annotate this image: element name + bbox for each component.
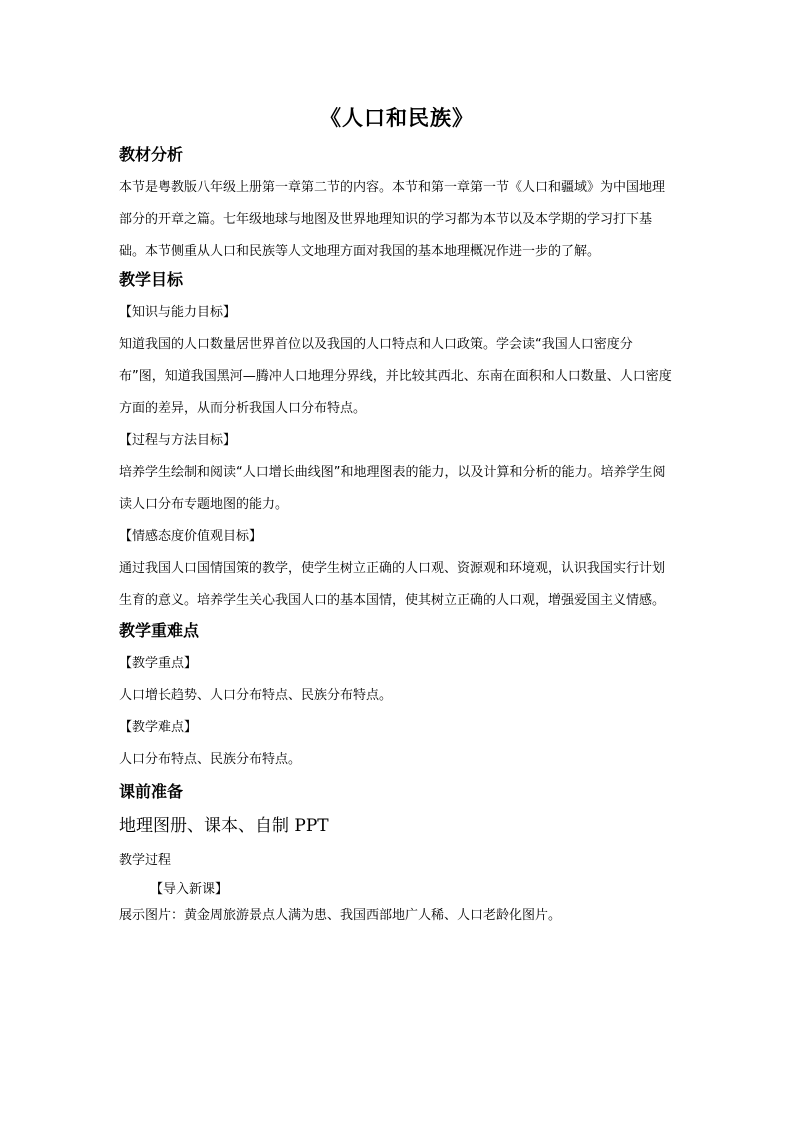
focus-label: 【教学重点】 bbox=[119, 656, 198, 671]
document-body bbox=[119, 145, 677, 929]
difficulty-label: 【教学难点】 bbox=[119, 720, 198, 735]
process-goal-paragraph: 培养学生绘制和阅读“人口增长曲线图”和地理图表的能力，以及计算和分析的能力。培养学生阅读人口分布专题地图的能力。 bbox=[119, 465, 666, 512]
intro-paragraph: 展示图片：黄金周旅游景点人满为患、我国西部地广人稀、人口老龄化图片。 bbox=[119, 908, 562, 923]
emotion-goal-paragraph: 通过我国人口国情国策的教学，使学生树立正确的人口观、资源观和环境观，认识我国实行计划生育的意义。培养学生关心我国人口的基本国情，使其树立正确的人口观，增强爱国主义情感。 bbox=[119, 561, 666, 608]
section-heading-preparation: 课前准备 bbox=[119, 782, 184, 801]
knowledge-goal-label: 【知识与能力目标】 bbox=[119, 305, 237, 320]
teaching-process-label: 教学过程 bbox=[119, 853, 172, 868]
analysis-paragraph: 本节是粤教版八年级上册第一章第二节的内容。本节和第一章第一节《人口和疆域》为中国地理部分的开章之篇。七年级地球与地图及世界地理知识的学习都为本节以及本学期的学习打下基础。本节侧重从人口和民族等人文地理方面对我国的基本地理概况作进一步的了解。 bbox=[119, 180, 666, 259]
preparation-text: 地理图册、课本、自制 PPT bbox=[119, 816, 329, 836]
emotion-goal-label: 【情感态度价值观目标】 bbox=[119, 529, 263, 544]
knowledge-goal-paragraph: 知道我国的人口数量居世界首位以及我国的人口特点和人口政策。学会读“我国人口密度分布”图，知道我国黑河—腾冲人口地理分界线，并比较其西北、东南在面积和人口数量、人口密度方面的差异，从而分析我国人口分布特点。 bbox=[119, 337, 672, 416]
difficulty-paragraph: 人口分布特点、民族分布特点。 bbox=[119, 752, 302, 767]
section-heading-key-points: 教学重难点 bbox=[119, 621, 200, 640]
section-heading-analysis: 教材分析 bbox=[119, 145, 184, 164]
section-heading-goals: 教学目标 bbox=[119, 270, 184, 289]
intro-label: 【导入新课】 bbox=[150, 882, 229, 897]
document-title: 《人口和民族》 bbox=[320, 106, 474, 130]
focus-paragraph: 人口增长趋势、人口分布特点、民族分布特点。 bbox=[119, 688, 393, 703]
process-goal-label: 【过程与方法目标】 bbox=[119, 433, 237, 448]
